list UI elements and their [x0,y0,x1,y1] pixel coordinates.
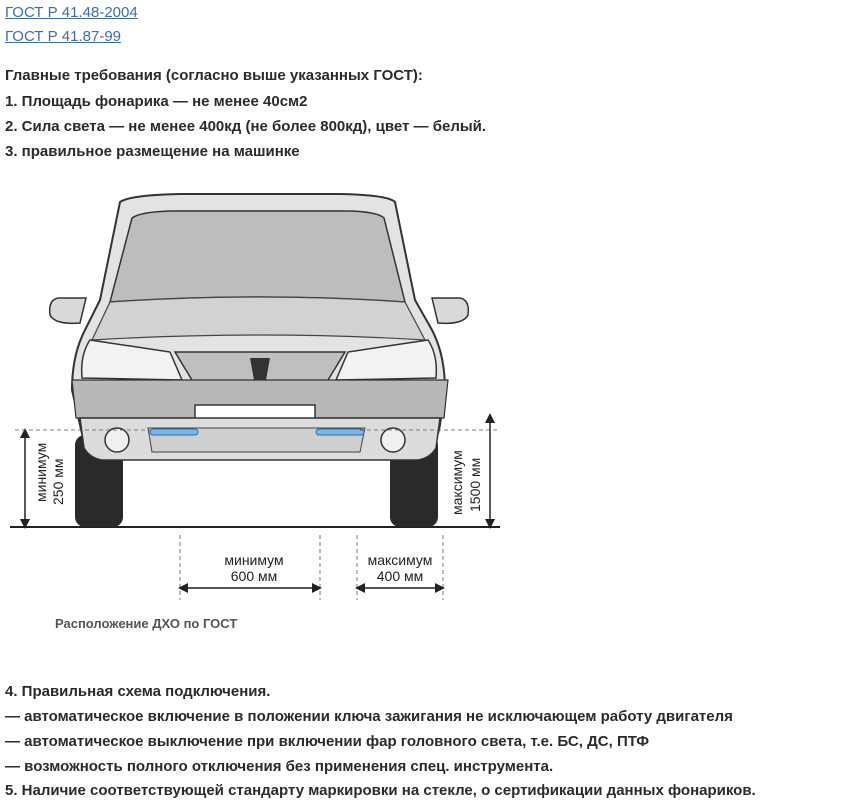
requirement-5: 5. Наличие соответствующей стандарту маркировки на стекле, о сертификации данных фонариков. [5,782,756,799]
min-gap-label-1: минимум [224,552,284,568]
min-height-label-2: 250 мм [50,458,66,505]
gost-link-41-48[interactable]: ГОСТ Р 41.48-2004 [5,4,138,21]
car-front-diagram [0,180,520,620]
max-height-arrow-up [485,413,495,423]
gost-link-41-87[interactable]: ГОСТ Р 41.87-99 [5,28,122,45]
bullet-disable: — возможность полного отключения без применения спец. инструмента. [5,758,554,775]
right-fog-light [381,428,405,452]
max-height-label-2: 1500 мм [467,457,483,512]
requirements-header: Главные требования (согласно выше указанных ГОСТ): [5,67,423,84]
min-height-label-1: минимум [33,442,49,502]
windshield [110,211,405,302]
figure-caption: Расположение ДХО по ГОСТ [55,616,238,631]
left-fog-light [105,428,129,452]
requirement-3: 3. правильное размещение на машинке [5,143,300,160]
requirement-1: 1. Площадь фонарика — не менее 40см2 [5,93,308,110]
right-mirror [432,298,468,323]
min-gap-label-2: 600 мм [230,568,278,584]
max-height-label-1: максимум [449,450,465,515]
requirement-4: 4. Правильная схема подключения. [5,683,271,700]
requirement-2: 2. Сила света — не менее 400кд (не более 800кд), цвет — белый. [5,118,487,135]
bullet-auto-off: — автоматическое выключение при включении фар головного света, т.е. БС, ДС, ПТФ [5,733,650,750]
right-drl [316,429,364,435]
left-mirror [50,298,86,323]
max-edge-label-1: максимум [367,552,433,568]
drl-placement-figure [0,180,520,620]
hood [92,297,425,340]
bullet-auto-on: — автоматическое включение в положении ключа зажигания не исключающем работу двигателя [5,708,733,725]
left-drl [150,429,198,435]
max-edge-label-2: 400 мм [376,568,424,584]
min-height-arrow-up [20,428,30,438]
